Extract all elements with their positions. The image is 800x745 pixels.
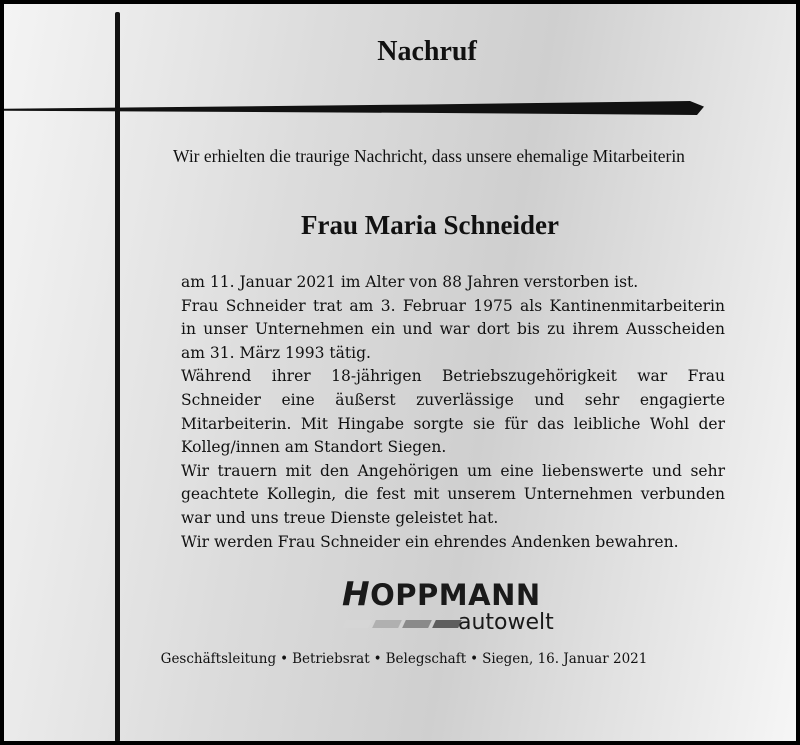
signer: Geschäftsleitung [160, 651, 277, 667]
cross-vertical-bar [115, 12, 120, 741]
deceased-name: Frau Maria Schneider [301, 210, 559, 240]
signature-line [4, 651, 796, 667]
obituary-body [181, 271, 725, 554]
logo-initial: H [342, 574, 371, 613]
signer: Betriebsrat [292, 651, 370, 667]
logo-wordmark-rest: OPPMANN [370, 578, 541, 612]
logo-stripe [372, 620, 402, 628]
intro-text: Wir erhielten die traurige Nachricht, dass unsere ehemalige Mitarbeiterin [173, 146, 685, 166]
body-paragraph: Wir trauern mit den Angehörigen um eine liebenswerte und sehr geachtete Kollegin, die fest mit unserem Unternehmen verbunden war und uns treue Dienste geleistet hat. [181, 461, 725, 527]
signer: Belegschaft [385, 651, 467, 667]
obituary-title: Nachruf [377, 36, 477, 67]
body-paragraph: am 11. Januar 2021 im Alter von 88 Jahren verstorben ist. [181, 273, 639, 291]
body-paragraph: Während ihrer 18-jährigen Betriebszugehörigkeit war Frau Schneider eine äußerst zuverlässige und sehr engagierte Mitarbeiterin. Mit Hingabe sorgte sie für das leibliche Wohl der Kolleg/innen am Standort Siegen. [181, 367, 725, 457]
obituary-page [4, 4, 796, 741]
cross-horizontal-bar [4, 101, 704, 115]
company-logo [340, 574, 580, 636]
separator: • [373, 651, 382, 667]
logo-wordmark [342, 574, 541, 615]
separator: • [280, 651, 289, 667]
body-paragraph: Wir werden Frau Schneider ein ehrendes Andenken bewahren. [181, 532, 679, 551]
logo-stripe [342, 620, 372, 628]
logo-subtitle: autowelt [458, 610, 554, 635]
logo-stripe [402, 620, 432, 628]
separator: • [470, 651, 479, 667]
place-date: Siegen, 16. Januar 2021 [482, 651, 648, 667]
body-paragraph: Frau Schneider trat am 3. Februar 1975 als Kantinenmitarbeiterin in unser Unternehmen ein und war dort bis zu ihrem Ausscheiden am 31. März 1993 tätig. [181, 296, 725, 362]
